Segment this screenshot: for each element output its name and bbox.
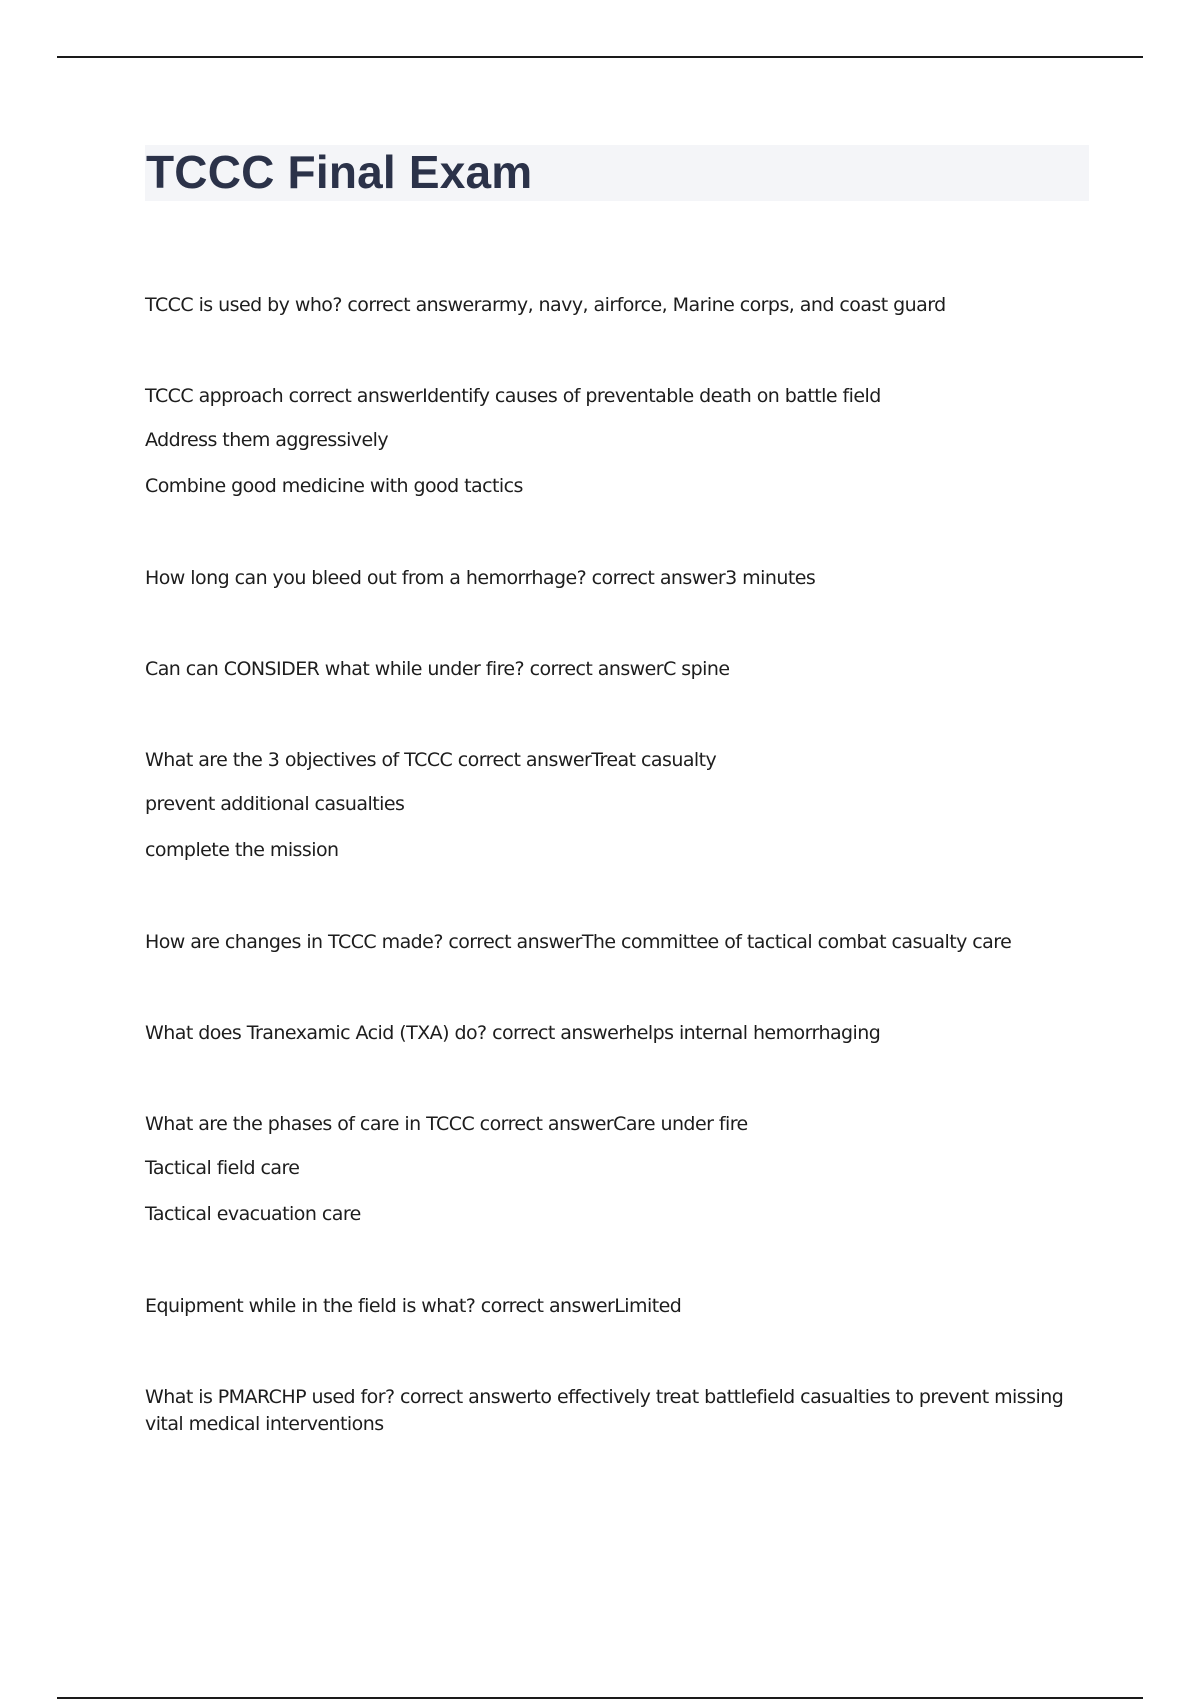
qa-line: complete the mission (145, 839, 339, 861)
qa-line: What does Tranexamic Acid (TXA) do? correct answerhelps internal hemorrhaging (145, 1022, 881, 1044)
qa-line: What are the 3 objectives of TCCC correct answerTreat casualty (145, 749, 717, 771)
qa-line: Tactical evacuation care (145, 1203, 361, 1225)
page-title: TCCC Final Exam (146, 146, 533, 198)
qa-line: TCCC approach correct answerIdentify causes of preventable death on battle field (145, 385, 881, 407)
qa-line: Equipment while in the field is what? correct answerLimited (145, 1295, 682, 1317)
qa-line: prevent additional casualties (145, 793, 405, 815)
qa-line: Address them aggressively (145, 429, 389, 451)
qa-line: Tactical field care (145, 1157, 300, 1179)
qa-line: Combine good medicine with good tactics (145, 475, 523, 497)
bottom-rule (57, 1697, 1143, 1699)
top-rule (57, 56, 1143, 58)
qa-line: How are changes in TCCC made? correct answerThe committee of tactical combat casualty care (145, 931, 1012, 953)
qa-line: TCCC is used by who? correct answerarmy, navy, airforce, Marine corps, and coast guard (145, 294, 946, 316)
qa-line: What are the phases of care in TCCC correct answerCare under fire (145, 1113, 748, 1135)
qa-line: How long can you bleed out from a hemorrhage? correct answer3 minutes (145, 567, 816, 589)
qa-line: Can can CONSIDER what while under fire? correct answerC spine (145, 658, 730, 680)
qa-line: What is PMARCHP used for? correct answerto effectively treat battlefield casualties to prevent missing vital medical interventions (145, 1386, 1064, 1435)
